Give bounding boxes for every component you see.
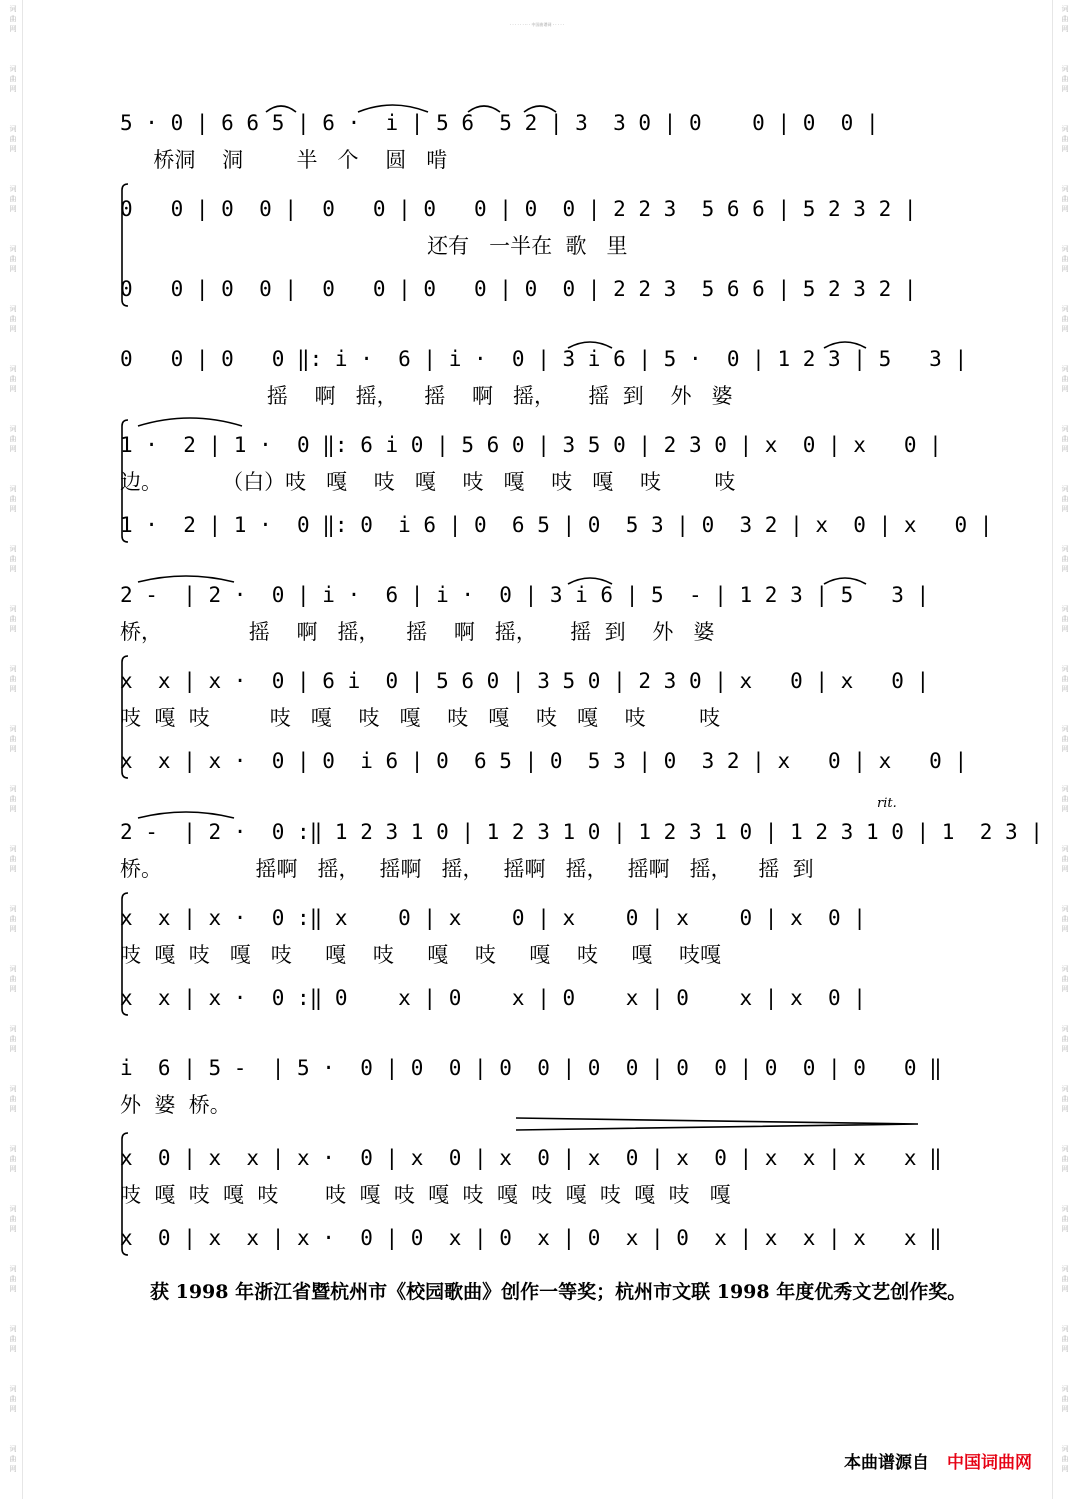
watermark-mark: 词 曲 网 [1061, 245, 1069, 273]
header-note: · · · · · · ·· · 中国曲谱网 · · · · · [509, 22, 565, 27]
system-2-part-3: 1 · 2 | 1 · 0 ‖: 0 i 6 | 0 6 5 | 0 5 3 | 0 3 2 | x 0 | x 0 | [120, 513, 993, 537]
system-4-melody: 2 - | 2 · 0 :‖ 1 2 3 1 0 | 1 2 3 1 0 | 1 2 3 1 0 | 1 2 3 1 0 | 1 2 3 | [120, 820, 1043, 844]
watermark-mark: 词 曲 网 [9, 125, 17, 153]
watermark-mark: 词 曲 网 [1061, 425, 1069, 453]
watermark-mark: 词 曲 网 [1061, 1325, 1069, 1353]
watermark-mark: 词 曲 网 [9, 65, 17, 93]
tempo-mark: rit. [877, 796, 897, 811]
watermark-mark: 词 曲 网 [9, 965, 17, 993]
watermark-mark: 词 曲 网 [9, 485, 17, 513]
watermark-mark: 词 曲 网 [1061, 665, 1069, 693]
watermark-mark: 词 曲 网 [9, 785, 17, 813]
system-1-part-3: 0 0 | 0 0 | 0 0 | 0 0 | 0 0 | 2 2 3 5 6 6 | 5 2 3 2 | [120, 277, 917, 301]
source-site-link[interactable]: 中国词曲网 [947, 1453, 1032, 1473]
watermark-mark: 词 曲 网 [1061, 1385, 1069, 1413]
system-5-lyrics: 外 婆 桥。 [120, 1093, 231, 1117]
watermark-mark: 词 曲 网 [1061, 845, 1069, 873]
system-1-melody: 5 · 0 | 6 6 5 | 6 · i | 5 6 5 2 | 3 3 0 | 0 0 | 0 0 | [120, 111, 879, 135]
system-1-part-2-lyrics: 还有 一半在 歌 里 [120, 234, 628, 258]
watermark-mark: 词 曲 网 [1061, 5, 1069, 33]
watermark-mark: 词 曲 网 [9, 5, 17, 33]
system-1-lyrics: 桥洞 洞 半 个 圆 啃 [120, 148, 448, 172]
watermark-mark: 词 曲 网 [1061, 1025, 1069, 1053]
watermark-mark: 词 曲 网 [9, 245, 17, 273]
watermark-mark: 词 曲 网 [1061, 905, 1069, 933]
watermark-mark: 词 曲 网 [9, 725, 17, 753]
watermark-mark: 词 曲 网 [1061, 1265, 1069, 1293]
watermark-mark: 词 曲 网 [1061, 605, 1069, 633]
watermark-mark: 词 曲 网 [1061, 185, 1069, 213]
watermark-mark: 词 曲 网 [1061, 1085, 1069, 1113]
system-3-lyrics: 桥， 摇 啊 摇， 摇 啊 摇， 摇 到 外 婆 [120, 620, 715, 644]
watermark-mark: 词 曲 网 [9, 1385, 17, 1413]
system-4-part-2: x x | x · 0 :‖ x 0 | x 0 | x 0 | x 0 | x 0 | [120, 906, 866, 930]
watermark-mark: 词 曲 网 [9, 185, 17, 213]
watermark-mark: 词 曲 网 [9, 1025, 17, 1053]
system-4-lyrics: 桥。 摇啊 摇， 摇啊 摇， 摇啊 摇， 摇啊 摇， 摇 到 [120, 857, 814, 881]
watermark-mark: 词 曲 网 [9, 905, 17, 933]
watermark-mark: 词 曲 网 [1061, 1145, 1069, 1173]
watermark-mark: 词 曲 网 [1061, 725, 1069, 753]
watermark-mark: 词 曲 网 [9, 1145, 17, 1173]
watermark-mark: 词 曲 网 [1061, 965, 1069, 993]
system-2-lyrics: 摇 啊 摇， 摇 啊 摇， 摇 到 外 婆 [120, 384, 733, 408]
watermark-mark: 词 曲 网 [9, 1085, 17, 1113]
watermark-mark: 词 曲 网 [1061, 1445, 1069, 1473]
watermark-mark: 词 曲 网 [1061, 545, 1069, 573]
system-3-part-3: x x | x · 0 | 0 i 6 | 0 6 5 | 0 5 3 | 0 3 2 | x 0 | x 0 | [120, 749, 968, 773]
system-4-part-2-lyrics: 吱 嘎 吱 嘎 吱 嘎 吱 嘎 吱 嘎 吱 嘎 吱嘎 [120, 943, 722, 967]
system-2-part-2: 1 · 2 | 1 · 0 ‖: 6 i 0 | 5 6 0 | 3 5 0 | 2 3 0 | x 0 | x 0 | [120, 433, 942, 457]
watermark-mark: 词 曲 网 [9, 545, 17, 573]
system-2-melody: 0 0 | 0 0 ‖: i · 6 | i · 0 | 3 i 6 | 5 · 0 | 1 2 3 | 5 3 | [120, 347, 968, 371]
source-credit [844, 1448, 1044, 1473]
watermark-mark: 词 曲 网 [1061, 305, 1069, 333]
watermark-mark: 词 曲 网 [1061, 1205, 1069, 1233]
system-5-part-3: x 0 | x x | x · 0 | 0 x | 0 x | 0 x | 0 x | x x | x x ‖ [120, 1226, 942, 1250]
system-3-melody: 2 - | 2 · 0 | i · 6 | i · 0 | 3 i 6 | 5 - | 1 2 3 | 5 3 | [120, 583, 930, 607]
watermark-mark: 词 曲 网 [9, 365, 17, 393]
system-2-part-2-lyrics: 边。 （白）吱 嘎 吱 嘎 吱 嘎 吱 嘎 吱 吱 [120, 470, 736, 494]
watermark-mark: 词 曲 网 [9, 665, 17, 693]
watermark-mark: 词 曲 网 [9, 605, 17, 633]
watermark-mark: 词 曲 网 [9, 305, 17, 333]
system-3-part-2-lyrics: 吱 嘎 吱 吱 嘎 吱 嘎 吱 嘎 吱 嘎 吱 吱 [120, 706, 721, 730]
watermark-mark: 词 曲 网 [1061, 485, 1069, 513]
award-note: 获 1998 年浙江省暨杭州市《校园歌曲》创作一等奖；杭州市文联 1998 年度优秀文艺创作奖。 [150, 1281, 967, 1303]
system-5-part-2: x 0 | x x | x · 0 | x 0 | x 0 | x 0 | x 0 | x x | x x ‖ [120, 1146, 942, 1170]
system-5-melody: i 6 | 5 - | 5 · 0 | 0 0 | 0 0 | 0 0 | 0 0 | 0 0 | 0 0 ‖ [120, 1056, 942, 1080]
watermark-mark: 词 曲 网 [1061, 785, 1069, 813]
watermark-mark: 词 曲 网 [1061, 125, 1069, 153]
watermark-mark: 词 曲 网 [9, 425, 17, 453]
source-label: 本曲谱源自 [844, 1453, 929, 1473]
watermark-mark: 词 曲 网 [1061, 365, 1069, 393]
watermark-mark: 词 曲 网 [9, 1205, 17, 1233]
watermark-mark: 词 曲 网 [9, 1445, 17, 1473]
system-4-part-3: x x | x · 0 :‖ 0 x | 0 x | 0 x | 0 x | x 0 | [120, 986, 866, 1010]
watermark-mark: 词 曲 网 [9, 1265, 17, 1293]
system-1-part-2: 0 0 | 0 0 | 0 0 | 0 0 | 0 0 | 2 2 3 5 6 6 | 5 2 3 2 | [120, 197, 917, 221]
watermark-mark: 词 曲 网 [9, 1325, 17, 1353]
watermark-mark: 词 曲 网 [1061, 65, 1069, 93]
system-5-part-2-lyrics: 吱 嘎 吱 嘎 吱 吱 嘎 吱 嘎 吱 嘎 吱 嘎 吱 嘎 吱 嘎 [120, 1183, 731, 1207]
watermark-mark: 词 曲 网 [9, 845, 17, 873]
system-3-part-2: x x | x · 0 | 6 i 0 | 5 6 0 | 3 5 0 | 2 3 0 | x 0 | x 0 | [120, 669, 930, 693]
